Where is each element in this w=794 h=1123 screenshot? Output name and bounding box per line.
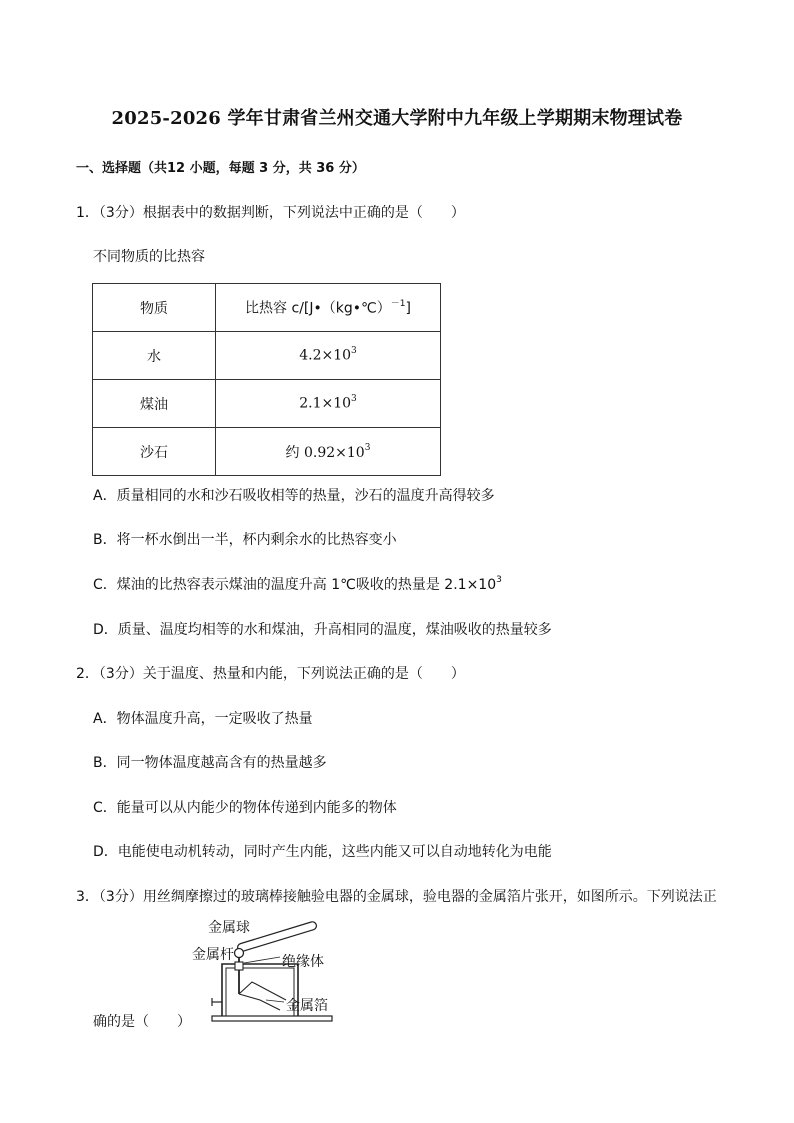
table-header-row [93,284,441,332]
header-bracket: ] [405,300,411,317]
value-text: 约 0.92×10 [285,444,365,461]
electroscope-base [212,1016,332,1021]
value-exponent: 3 [351,346,357,357]
value-exponent: 3 [351,394,357,405]
value-text: 2.1×10 [299,395,352,412]
value-text: 4.2×10 [299,347,352,364]
header-exponent: －1 [390,299,406,310]
table-cell-substance: 煤油 [93,380,216,428]
table-row [93,380,441,428]
metal-foil [239,982,286,1000]
q2-option-b: B．同一物体温度越高含有的热量越多 [93,755,327,771]
q2-option-c: C．能量可以从内能少的物体传递到内能多的物体 [93,800,397,816]
page-title: 2025-2026 学年甘肃省兰州交通大学附中九年级上学期期末物理试卷 [111,108,683,129]
label-metal-ball: 金属球 [208,920,250,936]
metal-ball-icon [235,949,244,958]
table-header-substance: 物质 [93,284,216,332]
table-cell-value [216,428,441,476]
table-cell-value [216,380,441,428]
q1-option-c-exponent: 3 [496,575,502,586]
q1-option-a: A．质量相同的水和沙石吸收相等的热量，沙石的温度升高得较多 [93,488,495,504]
question-3-stem: 3．（3分）用丝绸摩擦过的玻璃棒接触验电器的金属球，验电器的金属箔片张开，如图所示。下列说法正 [76,889,717,905]
table-row [93,332,441,380]
insulator-plug [235,962,243,970]
q2-option-d: D．电能使电动机转动，同时产生内能，这些内能又可以自动地转化为电能 [93,844,552,860]
section-heading: 一、选择题（共12 小题，每题 3 分，共 36 分） [76,161,365,176]
table-row [93,428,441,476]
question-3-stem-continued: 确的是（ ） [93,1014,191,1030]
specific-heat-table [92,283,441,476]
value-exponent: 3 [364,442,371,453]
label-metal-foil: 金属箔 [286,998,328,1014]
table-header-heat-capacity [216,284,441,332]
table-caption: 不同物质的比热容 [93,249,205,265]
label-insulator: 绝缘体 [282,954,324,970]
question-1-stem: 1．（3分）根据表中的数据判断，下列说法中正确的是（ ） [76,205,465,221]
q1-option-c [93,574,502,594]
table-cell-substance: 沙石 [93,428,216,476]
question-2-stem: 2．（3分）关于温度、热量和内能，下列说法正确的是（ ） [76,666,465,682]
table-cell-substance: 水 [93,332,216,380]
q1-option-b: B．将一杯水倒出一半，杯内剩余水的比热容变小 [93,532,397,548]
label-metal-rod: 金属杆 [192,947,234,963]
header-text: 比热容 c/[J•（kg•℃） [245,300,391,317]
q1-option-c-text: C．煤油的比热容表示煤油的温度升高 1℃吸收的热量是 2.1×10 [93,577,497,593]
q1-option-d: D．质量、温度均相等的水和煤油，升高相同的温度，煤油吸收的热量较多 [93,622,552,638]
table-cell-value [216,332,441,380]
q2-option-a: A．物体温度升高，一定吸收了热量 [93,711,313,727]
